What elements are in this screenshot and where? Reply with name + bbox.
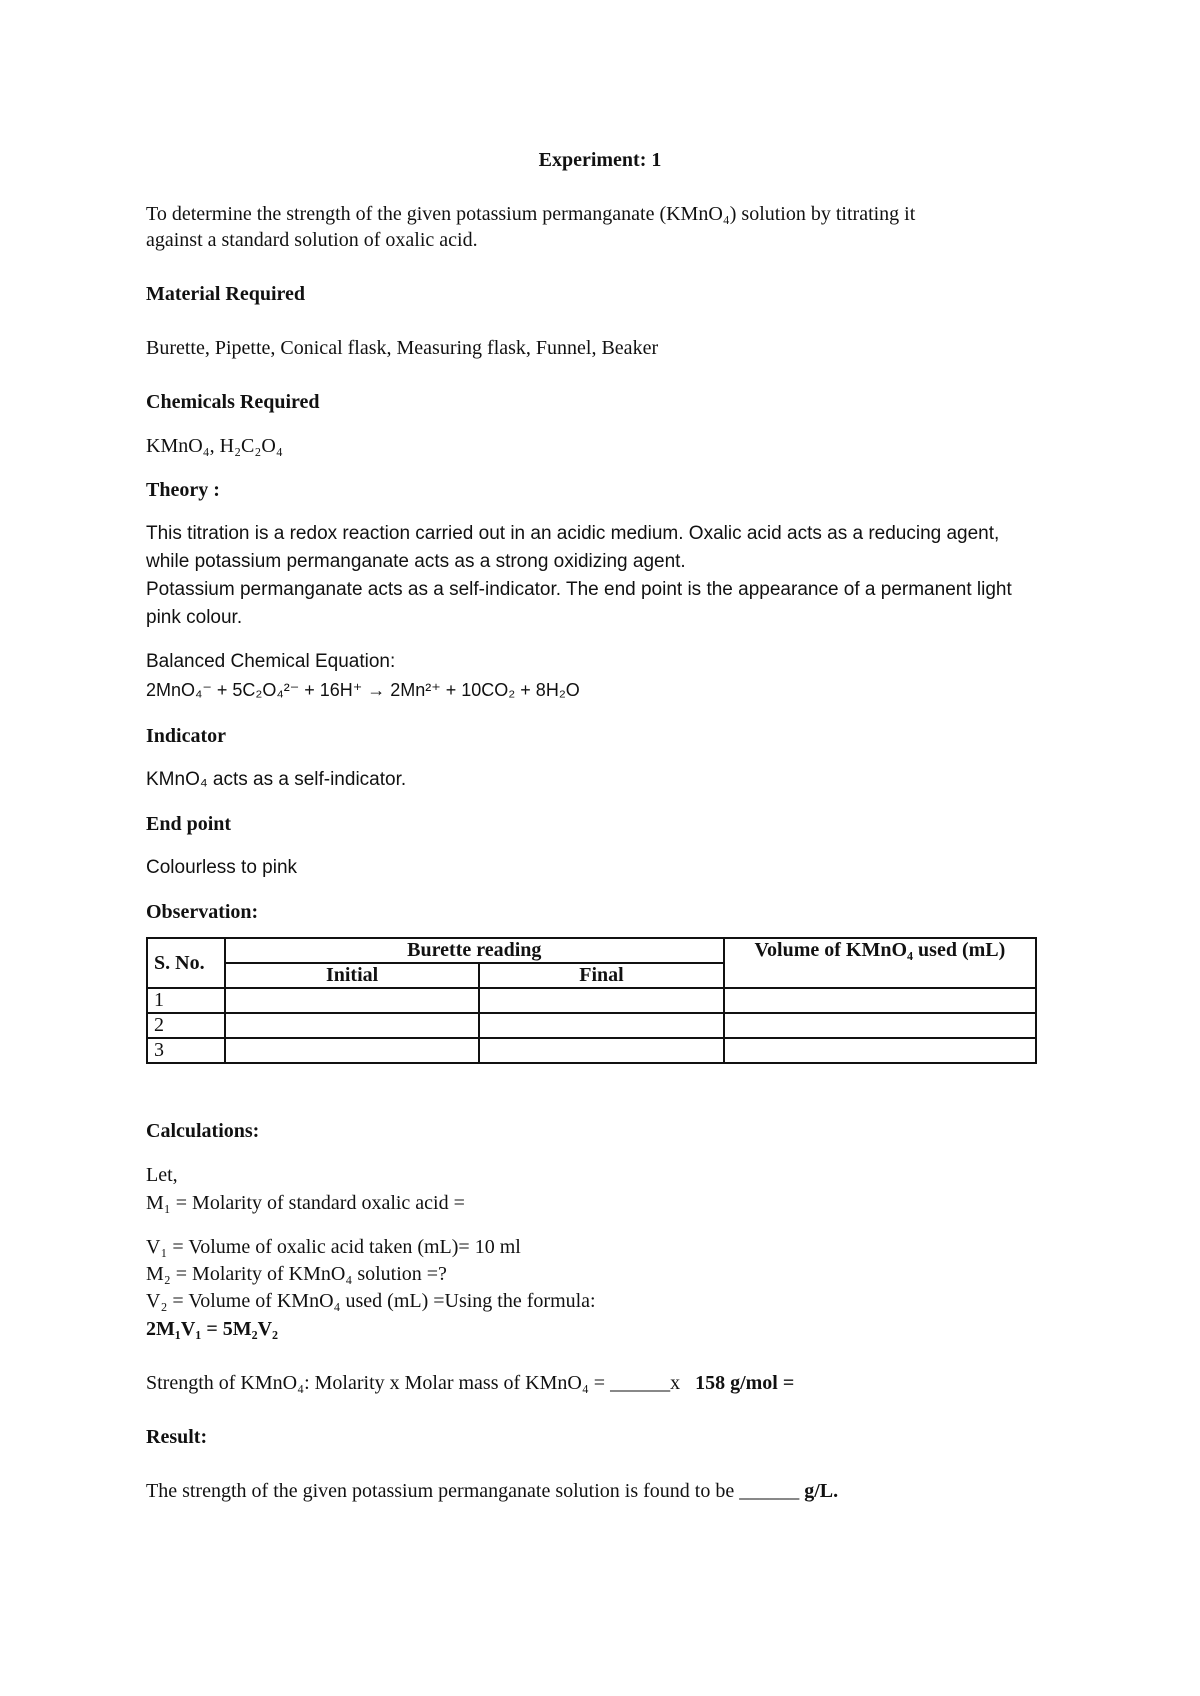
strength-text: Strength of KMnO₄: Molarity x Molar mass of KMnO₄ = ______x [146,1372,681,1394]
col-header-volume: Volume of KMnO₄ used (mL) [724,938,1036,988]
col-header-burette: Burette reading [225,938,724,963]
indicator-text: KMnO₄ acts as a self-indicator. [146,769,407,790]
initial-cell [225,988,479,1013]
result-line [146,1480,838,1503]
calc-m2: M₂ = Molarity of KMnO₄ solution =? [146,1263,447,1285]
table-row [147,1038,1036,1063]
theory-line-2: while potassium permanganate acts as a strong oxidizing agent. [146,551,686,572]
volume-cell [724,1013,1036,1038]
calculations-heading: Calculations: [146,1120,260,1142]
end-point-heading: End point [146,813,232,835]
col-header-initial: Initial [225,963,479,988]
initial-cell [225,1038,479,1063]
strength-line [146,1372,794,1395]
calc-v2: V₂ = Volume of KMnO₄ used (mL) =Using the formula: [146,1290,596,1312]
final-cell [479,988,723,1013]
calc-m1: M₁ = Molarity of standard oxalic acid = [146,1192,465,1214]
calc-formula: 2M₁V₁ = 5M₂V₂ [146,1318,279,1340]
table-row [147,988,1036,1013]
equation-label: Balanced Chemical Equation: [146,651,396,672]
final-cell [479,1013,723,1038]
result-heading: Result: [146,1426,208,1448]
page-title: Experiment: 1 [538,149,662,171]
final-cell [479,1038,723,1063]
material-list: Burette, Pipette, Conical flask, Measuring flask, Funnel, Beaker [146,337,659,359]
theory-heading: Theory : [146,479,220,501]
col-header-final: Final [479,963,723,988]
calc-let: Let, [146,1164,178,1186]
col-header-sno: S. No. [147,938,225,988]
row-sno: 2 [147,1013,225,1038]
volume-cell [724,1038,1036,1063]
material-heading: Material Required [146,283,306,305]
balanced-equation: 2MnO₄⁻ + 5C₂O₄²⁻ + 16H⁺ → 2Mn²⁺ + 10CO₂ + 8H₂O [146,680,580,700]
indicator-heading: Indicator [146,725,226,747]
strength-value: 158 g/mol = [695,1372,795,1394]
end-point-text: Colourless to pink [146,857,298,878]
chemicals-heading: Chemicals Required [146,391,320,413]
calc-v1: V₁ = Volume of oxalic acid taken (mL)= 10 ml [146,1236,521,1258]
observation-heading: Observation: [146,901,259,923]
result-text: The strength of the given potassium permanganate solution is found to be ______ [146,1480,800,1502]
chemicals-list: KMnO₄, H₂C₂O₄ [146,435,283,457]
observation-table [146,937,1037,1064]
theory-line-4: pink colour. [146,607,243,628]
row-sno: 3 [147,1038,225,1063]
row-sno: 1 [147,988,225,1013]
theory-line-3: Potassium permanganate acts as a self-indicator. The end point is the appearance of a permanent light [146,579,1012,600]
volume-cell [724,988,1036,1013]
aim-line-1: To determine the strength of the given potassium permanganate (KMnO₄) solution by titrating it [146,203,916,225]
table-row [147,1013,1036,1038]
theory-line-1: This titration is a redox reaction carried out in an acidic medium. Oxalic acid acts as a reducing agent, [146,523,1000,544]
result-unit: g/L. [804,1480,839,1502]
aim-line-2: against a standard solution of oxalic acid. [146,229,478,251]
initial-cell [225,1013,479,1038]
